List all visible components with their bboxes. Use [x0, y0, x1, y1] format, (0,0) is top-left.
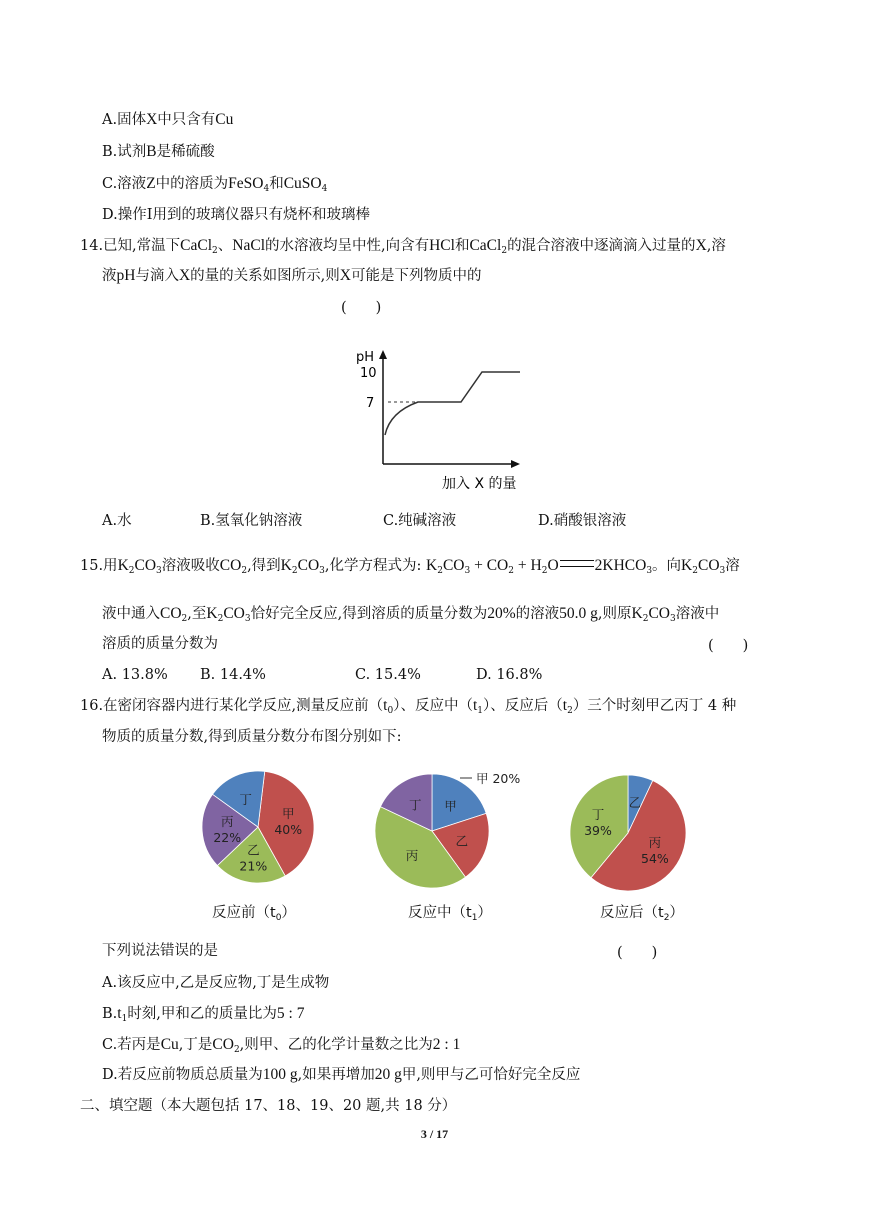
q16-option-b: $B.t_1$时刻,甲和乙的质量比为5 : 7 [102, 1005, 305, 1024]
q15-option-a: A. 13.8% [102, 667, 168, 683]
q16-option-a: A.该反应中,乙是反应物,丁是生成物 [102, 975, 330, 991]
q14-option-a: A.水 [102, 513, 132, 529]
pie-slice-value-2-2: 39% [584, 823, 612, 839]
q16-question: 下列说法错误的是 [102, 943, 218, 959]
pie-slice-name-0-0: 甲 [281, 806, 295, 822]
pie-slice-value-0-2: 22% [213, 830, 242, 846]
q13-option-d: D.操作Ⅰ用到的玻璃仪器只有烧杯和玻璃棒 [102, 207, 370, 223]
q15-option-c: C. 15.4% [355, 667, 421, 683]
q15-stem-line2: 液中通入$CO_2$,至$K_2CO_3$恰好完全反应,得到溶质的质量分数为20%的溶液50.0 g,则原$K_2CO_3$溶液中 [102, 605, 720, 624]
pie-slice-name-0-3: 丁 [239, 791, 252, 807]
q14-option-d: D.硝酸银溶液 [538, 513, 627, 529]
pie-caption-t0: 反应前$(t_0)$ [212, 905, 296, 923]
pie-slice-name-2-1: 丙 [648, 835, 662, 851]
pie-slice-value-0-0: 40% [274, 822, 303, 838]
q13-option-c: C.溶液Z中的溶质为FeSO$_4$和CuSO$_4$ [102, 175, 328, 194]
q14-stem-line2: 液pH与滴入X的量的关系如图所示,则X可能是下列物质中的 [102, 267, 482, 284]
q16-answer-blank: ( ) [617, 945, 658, 961]
pie-slice-name-1-3: 丁 [408, 797, 422, 813]
pie-chart-t0 [196, 770, 320, 885]
pie-slice-value-0-1: 21% [239, 858, 268, 874]
q16-option-c: C.若丙是Cu,丁是$CO_2$,则甲、乙的化学计量数之比为2 : 1 [102, 1036, 461, 1055]
tick-10: 10 [360, 366, 377, 381]
tick-7: 7 [366, 396, 375, 411]
pie-callout-label: 甲 20% [476, 771, 521, 786]
y-axis-label: pH [356, 350, 375, 365]
pie-caption-t1: 反应中$(t_1)$ [408, 905, 492, 923]
section-2-heading: 二、填空题（本大题包括 17、18、19、20 题,共 18 分） [80, 1098, 457, 1114]
pie-slice-name-1-2: 丙 [405, 848, 419, 864]
q15-answer-blank: ( ) [708, 638, 749, 654]
q14-ph-graph [340, 340, 540, 500]
q16-option-d: D.若反应前物质总质量为100 g,如果再增加20 g甲,则甲与乙可恰好完全反应 [102, 1066, 581, 1083]
q16-stem-line1: 16.在密闭容器内进行某化学反应,测量反应前$(t_0)$、反应中$(t_1)$、反应后$(t_2)$三个时刻甲乙丙丁 4 种 [80, 697, 737, 716]
x-axis-arrow-icon [511, 460, 520, 468]
y-axis-arrow-icon [379, 350, 387, 359]
equation-equals-sign [560, 560, 594, 567]
q15-option-d: D. 16.8% [476, 667, 543, 683]
pie-chart-t2 [565, 772, 693, 894]
pie-slice-name-1-0: 甲 [444, 798, 457, 814]
pie-slice-name-2-2: 丁 [591, 807, 605, 823]
x-axis-label: 加入 X 的量 [442, 476, 517, 492]
q13-option-a: A.固体X中只含有Cu [102, 111, 234, 128]
q14-option-c: C.纯碱溶液 [383, 513, 457, 529]
q14-option-b: B.氢氧化钠溶液 [200, 513, 303, 529]
q15-option-b: B. 14.4% [200, 667, 266, 683]
pie-slice-value-2-1: 54% [641, 851, 669, 867]
ph-curve [385, 372, 520, 435]
page-number: 3 / 17 [420, 1127, 449, 1141]
q14-stem-line1: 14.已知,常温下CaCl$_2$、NaCl的水溶液均呈中性,向含有HCl和CaCl$_2$的混合溶液中逐滴滴入过量的X,溶 [80, 237, 726, 256]
pie-slice-name-1-1: 乙 [455, 833, 469, 849]
q15-stem-line1: 15.用$K_2CO_3$溶液吸收$CO_2$,得到$K_2CO_3$,化学方程式为: $K_2CO_3 + CO_2 + H_2O$ $2KHCO_3$。向$K_2CO_3$溶 [80, 557, 740, 576]
pie-caption-t2: 反应后$(t_2)$ [600, 905, 684, 923]
q13-option-b: B.试剂B是稀硫酸 [102, 143, 215, 160]
q14-answer-blank: ( ) [341, 300, 382, 316]
pie-slice-name-0-2: 丙 [221, 814, 234, 830]
q15-stem-line3: 溶质的质量分数为 [102, 636, 218, 652]
pie-slice-name-2-0: 乙 [628, 794, 642, 810]
q16-stem-line2: 物质的质量分数,得到质量分数分布图分别如下: [102, 729, 402, 745]
pie-chart-t1 [375, 765, 555, 895]
pie-slice-name-0-1: 乙 [247, 842, 260, 858]
